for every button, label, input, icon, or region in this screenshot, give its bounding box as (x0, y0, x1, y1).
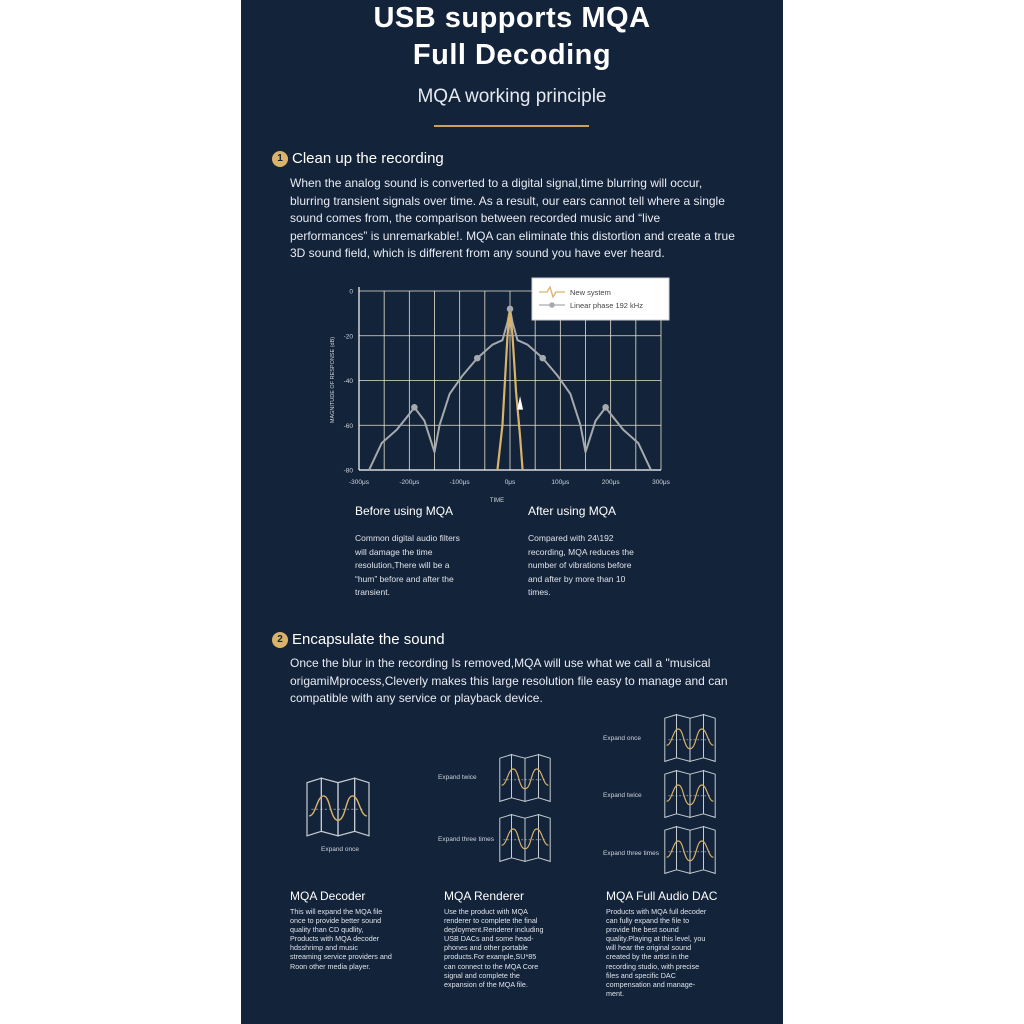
text-line: once to provide better sound (290, 916, 382, 926)
text-line: resolution,There will be a (355, 560, 450, 570)
series-point-linear-phase (539, 355, 546, 362)
text-line: phones and other portable (444, 943, 528, 953)
text-line: “hum” before and after the (355, 573, 454, 584)
x-tick-label: -100μs (449, 479, 470, 486)
series-point-linear-phase (602, 404, 609, 411)
text-line: Use the product with MQA (444, 907, 528, 916)
legend-swatch-linear-dot (549, 302, 555, 308)
section2-heading (272, 631, 445, 648)
origami-fold-icon (498, 812, 552, 864)
series-point-linear-phase (474, 355, 481, 362)
fold-label-expand-three-renderer: Expand three times (438, 836, 495, 843)
section2-paragraph: Once the blur in the recording Is removed,MQA will use what we call a "musical origamiMprocess,Cleverly makes this large resolution file easy to manage and can compatible with any service or playback device. (290, 656, 728, 705)
x-tick-label: 0μs (504, 479, 516, 486)
after-mqa-title: After using MQA (528, 504, 617, 518)
x-tick-label: 300μs (652, 479, 670, 486)
x-axis-label: TIME (489, 498, 505, 504)
text-line: products.For example,SU*85 (444, 952, 537, 962)
text-line: ment. (606, 988, 624, 998)
text-line: Products with MQA full decoder (606, 907, 707, 916)
text-line: number of vibrations before (528, 560, 632, 570)
product-renderer-description (444, 907, 584, 989)
page-subtitle: MQA working principle (417, 86, 607, 107)
text-line: files and specific DAC (606, 970, 676, 980)
origami-fold-icon (498, 752, 552, 804)
x-tick-label: -300μs (348, 479, 370, 486)
section1-number-badge: 1 (272, 151, 288, 167)
text-line: Compared with 24\192 (528, 533, 614, 543)
text-line: and after by more than 10 (528, 573, 626, 584)
page-title-line2: Full Decoding (412, 39, 612, 71)
origami-fold-icon (663, 824, 717, 876)
y-tick-label: 0 (349, 288, 353, 296)
text-line: Common digital audio filters (355, 533, 460, 543)
text-line: created by the artist in the (606, 952, 689, 962)
x-tick-label: 100μs (551, 479, 570, 486)
text-line: recording, MQA reduces the (528, 546, 634, 557)
text-line: provide the best sound (606, 925, 679, 935)
mqa-info-panel (241, 0, 783, 1024)
page-title-line1: USB supports MQA (373, 2, 651, 34)
x-tick-label: -200μs (399, 479, 420, 486)
text-line: signal and complete the (444, 970, 520, 980)
text-line: will hear the original sound (606, 943, 692, 953)
chart-legend (532, 278, 669, 320)
fold-label-expand-twice-renderer: Expand twice (438, 774, 477, 781)
text-line: can connect to the MQA Core (444, 961, 539, 971)
text-line: deployment.Renderer including (444, 925, 544, 935)
after-mqa-description (528, 532, 688, 600)
before-mqa-description (355, 532, 515, 600)
y-tick-label: -80 (343, 467, 353, 475)
product-decoder-title: MQA Decoder (290, 889, 366, 903)
text-line: compensation and manage- (606, 979, 696, 989)
fold-label-expand-twice-dac: Expand twice (603, 792, 642, 799)
section1-heading (272, 150, 444, 167)
section1-paragraph: When the analog sound is converted to a digital signal,time blurring will occur, blurring transient signals over time. As a result, our ears cannot tell where a single sound comes from, the comparison between recorded music and “live performances” is unremarkable!. MQA can eliminate this distortion and create a true 3D sound field, which is different from any sound you have ever heard. (290, 176, 735, 260)
impulse-response-chart (327, 272, 677, 512)
series-point-linear-phase (411, 404, 418, 411)
section2-title: Encapsulate the sound (292, 631, 445, 648)
origami-fold-icon (304, 776, 372, 838)
text-line: quality than CD qudlity, (290, 925, 364, 935)
text-line: This will expand the MQA file (290, 907, 383, 916)
text-line: Products with MQA decoder (290, 934, 380, 944)
legend-box (532, 278, 669, 320)
origami-fold-icon (663, 712, 717, 764)
y-tick-label: -20 (343, 333, 353, 341)
product-renderer-title: MQA Renderer (444, 889, 525, 903)
text-line: recording studio, with precise (606, 961, 700, 971)
text-line: renderer to complete the final (444, 916, 538, 926)
y-tick-label: -40 (343, 378, 353, 385)
product-dac-description (606, 907, 756, 998)
section1-title: Clean up the recording (292, 150, 444, 167)
product-dac-title: MQA Full Audio DAC (606, 889, 718, 903)
text-line: expansion of the MQA file. (444, 979, 528, 989)
y-axis-label: MAGNITUDE OF RESPONSE (dB) (330, 336, 336, 424)
fold-label-expand-three-dac: Expand three times (603, 850, 660, 857)
text-line: streaming service providers and (290, 952, 392, 962)
fold-label-expand-once-decoder: Expand once (321, 846, 359, 853)
text-line: will damage the time (355, 546, 433, 557)
text-line: transient. (355, 587, 390, 597)
text-line: Roon other media player. (290, 961, 371, 971)
product-decoder-description (290, 907, 430, 971)
section2-number-badge: 2 (272, 632, 288, 648)
origami-fold-icon (663, 768, 717, 820)
x-tick-label: 200μs (601, 479, 620, 486)
y-tick-label: -60 (343, 422, 353, 430)
text-line: times. (528, 587, 551, 597)
gold-divider (434, 125, 589, 127)
before-mqa-title: Before using MQA (355, 504, 454, 518)
legend-new-system: New system (570, 288, 611, 297)
text-line: hdsshrimp and music (290, 943, 358, 953)
series-point-linear-phase (507, 306, 514, 313)
fold-label-expand-once-dac: Expand once (603, 735, 641, 742)
legend-linear-phase: Linear phase 192 kHz (570, 301, 643, 310)
text-line: quality.Playing at this level, you (606, 934, 706, 944)
text-line: can fully expand the file to (606, 916, 690, 926)
text-line: USB DACs and some head- (444, 934, 534, 944)
